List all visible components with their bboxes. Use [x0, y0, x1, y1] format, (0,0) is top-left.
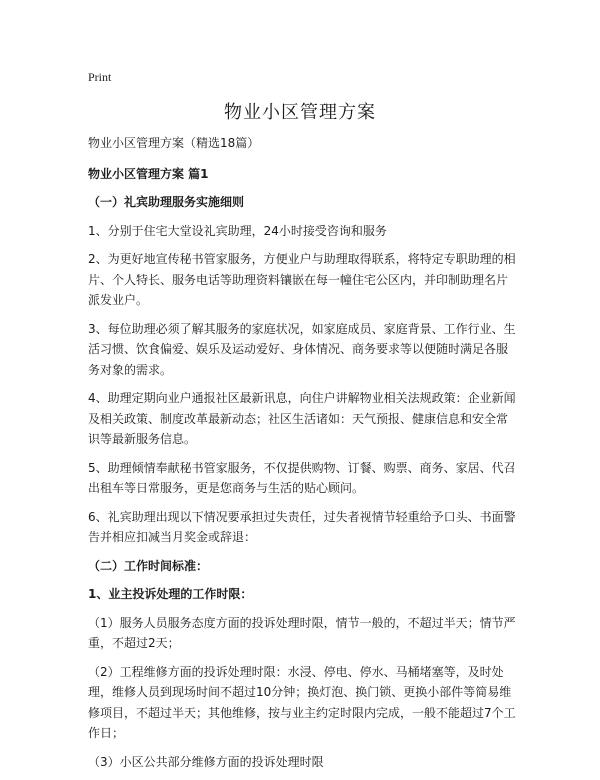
paragraph: （2）工程维修方面的投诉处理时限：水浸、停电、停水、马桶堵塞等，及时处理，维修人员到现场时间不超过10分钟；换灯泡、换门锁、更换小部件等简易维修项目，不超过半天；其他维修，按与业主约定时限内完成，一般不能超过7个工作日；: [88, 664, 516, 740]
part1-heading: （一）礼宾助理服务实施细则: [88, 195, 245, 209]
print-link[interactable]: Print: [88, 70, 112, 84]
document-body: [88, 133, 518, 780]
page-title: 物业小区管理方案: [224, 102, 376, 123]
section-heading: 物业小区管理方案 篇1: [88, 166, 209, 181]
paragraph: 5、助理倾情奉献秘书管家服务，不仅提供购物、订餐、购票、商务、家居、代召出租车等日常服务，更是您商务与生活的贴心顾问。: [88, 460, 516, 495]
paragraph: 6、礼宾助理出现以下情况要承担过失责任，过失者视情节轻重给予口头、书面警告并相应扣减当月奖金或辞退：: [88, 509, 516, 544]
paragraph: （3）小区公共部分维修方面的投诉处理时限: [88, 754, 324, 769]
part2-heading: （二）工作时间标准：: [88, 558, 209, 573]
part2-sub-heading: 1、业主投诉处理的工作时限：: [88, 587, 253, 601]
document-subtitle: 物业小区管理方案（精选18篇）: [88, 136, 260, 150]
paragraph: 1、分别于住宅大堂设礼宾助理，24小时接受咨询和服务: [88, 223, 387, 238]
paragraph: （1）服务人员服务态度方面的投诉处理时限，情节一般的，不超过半天；情节严重，不超过2天；: [88, 615, 516, 650]
paragraph: 3、每位助理必须了解其服务的家庭状况，如家庭成员、家庭背景、工作行业、生活习惯、饮食偏爱、娱乐及运动爱好、身体情况、商务要求等以便随时满足各服务对象的需求。: [88, 321, 516, 377]
paragraph: 2、为更好地宣传秘书管家服务，方便业户与助理取得联系，将特定专职助理的相片、个人特长、服务电话等助理资料镶嵌在每一幢住宅公区内，并印制助理名片派发业户。: [88, 252, 516, 307]
paragraph: 4、助理定期向业户通报社区最新讯息，向住户讲解物业相关法规政策：企业新闻及相关政策、制度改革最新动态；社区生活诸如：天气预报、健康信息和安全常识等最新服务信息。: [88, 391, 516, 446]
